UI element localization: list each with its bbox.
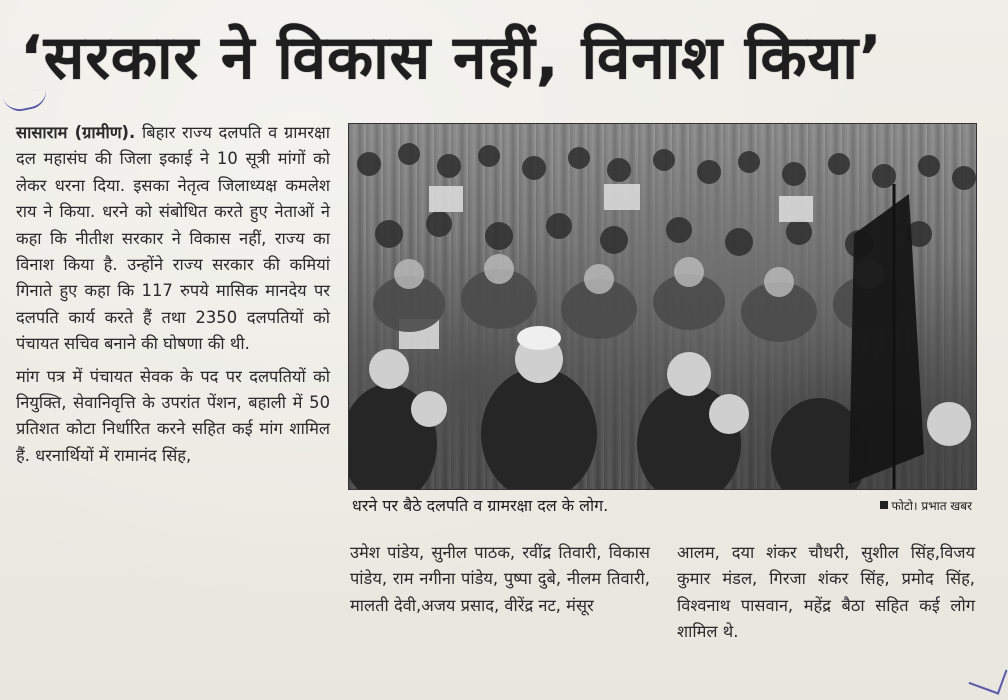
- dateline: सासाराम (ग्रामीण).: [16, 123, 136, 142]
- protest-photo: [348, 123, 977, 490]
- paragraph-4: आलम, दया शंकर चौधरी, सुशील सिंह,विजय कुमार मंडल, गिरजा शंकर सिंह, प्रमोद सिंह, विश्वनाथ पासवान, महेंद्र बैठा सहित कई लोग शामिल थे.: [677, 543, 975, 642]
- photo-credit: [880, 496, 972, 516]
- paragraph-2: मांग पत्र में पंचायत सेवक के पद पर दलपतियों को नियुक्ति, सेवानिवृत्ति के उपरांत पेंशन, बहाली में 50 प्रतिशत कोटा निर्धारित करने सहित कई मांग शामिल हैं. धरनार्थियों में रामानंद सिंह,: [16, 366, 330, 465]
- pen-mark: [969, 659, 1008, 694]
- article-column-right: [677, 540, 975, 646]
- paragraph-3: उमेश पांडेय, सुनील पाठक, रवींद्र तिवारी, विकास पांडेय, राम नगीना पांडेय, पुष्पा दुबे, नीलम तिवारी, मालती देवी,अजय प्रसाद, वीरेंद्र नट, मंसूर: [350, 543, 650, 615]
- headline: ‘सरकार ने विकास नहीं, विनाश किया’: [20, 23, 883, 93]
- photo-caption: धरने पर बैठे दलपति व ग्रामरक्षा दल के लोग.: [352, 496, 609, 515]
- crowd-photo-illustration: [349, 124, 976, 489]
- paragraph-1: [16, 120, 330, 358]
- article-column-middle: [350, 540, 650, 619]
- paragraph-1-text: बिहार राज्य दलपति व ग्रामरक्षा दल महासंघ की जिला इकाई ने 10 सूत्री मांगों को लेकर धरना दिया. इसका नेतृत्व जिलाध्यक्ष कमलेश राय ने किया. धरने को संबोधित करते हुए नेताओं ने कहा कि नीतीश सरकार ने विकास नहीं, राज्य का विनाश किया है. उन्होंने राज्य सरकार की कमियां गिनाते हुए कहा कि 117 रुपये मासिक मानदेय पर दलपति कार्य करते हैं तथा 2350 दलपतियों को पंचायत सचिव बनाने की घोषणा की थी.: [16, 123, 330, 354]
- bullet-square-icon: [880, 501, 888, 509]
- article-column-left: [16, 120, 330, 469]
- photo-credit-text: फोटो। प्रभात खबर: [891, 499, 972, 513]
